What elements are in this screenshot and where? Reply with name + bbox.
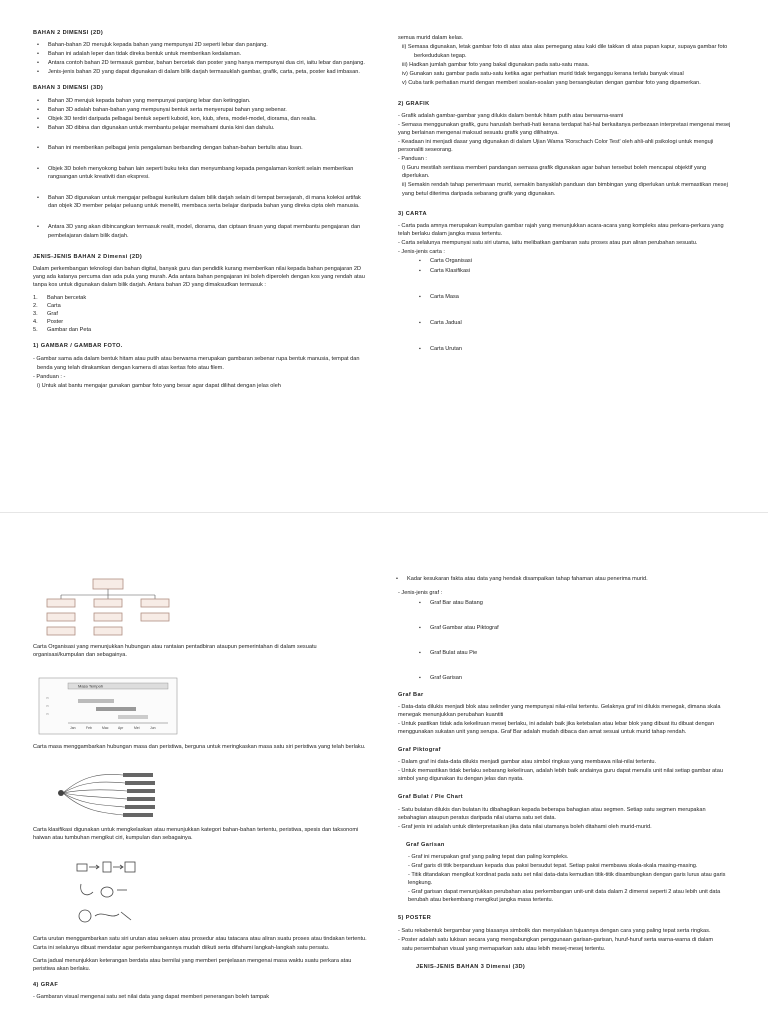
list-item bbox=[33, 326, 368, 334]
page2-left-column bbox=[33, 575, 368, 1002]
heading-graf-bar: Graf Bar bbox=[398, 691, 424, 698]
list-bahan-3d-a bbox=[33, 97, 368, 132]
heading-jenis-3d: JENIS-JENIS BAHAN 3 Dimensi (3D) bbox=[416, 963, 526, 970]
document-page-1 bbox=[0, 0, 768, 512]
text-line: - Panduan : - bbox=[33, 373, 66, 380]
list-item: • Bahan 3D digunakan untuk mengajar pelbagai kurikulum dalam bilik darjah selain di tempat bersejarah, di mana koleksi artifak dan objek 3D member pelajar peluang untuk meneliti, membaca serta belajar daripada bahan yang direka cipta oleh manusia. bbox=[48, 194, 368, 210]
text-line: - Untuk pastikan tidak ada kekeliruan mesej berlaku, ini adalah baik jika ketebalan atau lebar blok yang dibuat itu dibuat dengan menggunakan sukatan unit yang serupa. Graf Bar adalah mudah dibaca dan amat sesuai untuk murid tahap rendah. bbox=[398, 720, 714, 735]
list-text: Bahan bercetak bbox=[47, 294, 87, 301]
text-line: - Data-data dilukis menjadi blok atau selinder yang mempunyai nilai-nilai tertentu. Gelaknya graf ini dilukis menegak, dimana skala menegak menunjukkan perubahan kuantiti bbox=[398, 703, 721, 718]
text-line: v) Cuba tarik perhatian murid dengan memberi soalan-soalan yang bersangkutan dengan gambar foto yang dipamerkan. bbox=[402, 80, 701, 87]
text-line: i) Untuk alat bantu mengajar gunakan gambar foto yang besar agar dapat dilihat dengan jelas oleh bbox=[37, 382, 281, 389]
svg-text:▭: ▭ bbox=[46, 696, 49, 701]
text-line: satu persembahan visual yang memaparkan satu atau lebih mesej-mesej tertentu. bbox=[402, 945, 606, 952]
text-line: - Titik ditandakan mengikut kordinat pada satu set nilai data-data kemudian titik-titik disambungkan dengan garis lurus atau garis lengkung. bbox=[408, 872, 726, 887]
list-item: ▪ Graf Bulat atau Pie bbox=[430, 649, 733, 657]
list-item: ▪ Carta Organisasi bbox=[430, 257, 733, 265]
numbered-list-2d bbox=[33, 294, 368, 334]
text-line: - Graf garisan dapat menunjukkan perubahan atau perkembangan unit-unit data dalam 2 dimensi seperti 2 atau lebih unit data berubah atau berkembang mengikut jangka masa tertentu. bbox=[408, 889, 721, 904]
heading-carta: 3) CARTA bbox=[398, 210, 427, 217]
list-item: ▪ Carta Jadual bbox=[430, 319, 733, 327]
caption-carta-organisasi: Carta Organisasi yang menunjukkan hubungan atau rantaian pentadbiran ataupun pemerintahan di dalam sesuatu organisasi/kumpulan dan sebagainya. bbox=[33, 644, 317, 659]
heading-graf-garisan: Graf Garisan bbox=[406, 841, 445, 848]
heading-graf-bulat: Graf Bulat / Pie Chart bbox=[398, 794, 464, 801]
list-number: 3. bbox=[33, 311, 38, 318]
text-line: - Dalam graf ini data-data dilukis menjadi gambar atau simbol ringkas yang membawa nilai-nilai tertentu. bbox=[398, 759, 657, 766]
page1-right-column bbox=[398, 34, 733, 360]
list-item bbox=[33, 318, 368, 326]
text-line: benda yang telah dirakamkan dengan kamera di atas kertas foto atau filem. bbox=[37, 364, 224, 371]
list-jenis-carta bbox=[398, 257, 733, 353]
text-line: - Graf ini merupakan graf yang paling tepat dan paling kompleks. bbox=[408, 853, 569, 860]
list-text: Graf bbox=[47, 311, 58, 318]
list-item: ▪ Carta Urutan bbox=[430, 345, 733, 353]
caption-carta-jadual: Carta jadual menunjukkan keterangan berdata atau bernilai yang memberi penjelasan mengenai masa waktu suatu perkara atau peristiwa akan berlaku. bbox=[33, 957, 352, 972]
list-item: ▪ Carta Klasifikasi bbox=[430, 267, 733, 275]
timeline-tick: Apr bbox=[118, 726, 124, 731]
caption-carta-klasifikasi: Carta klasifikasi digunakan untuk mengkelaskan atau menunjukkan kategori bahan-bahan tertentu, peristiwa, spesis dan taksonomi haiwan atau tumbuhan mengikut ciri, kumpulan dan sebagainya. bbox=[33, 827, 359, 842]
list-item: • Bahan ini adalah leper dan tidak direka bentuk untuk memberikan kedalaman. bbox=[48, 50, 368, 58]
list-bahan-2d bbox=[33, 41, 368, 76]
text-line: ii) Semakin rendah tahap penerimaan murid, semakin banyaklah panduan dan bimbingan yang diperlukan untuk memastikan mesej yang betul diterima daripada sebarang grafik yang digunakan. bbox=[402, 182, 728, 197]
text-line: - Satu rekabentuk bergambar yang biasanya simbolik dan menyalakan tujuannya dengan cara yang paling tepat serta ringkas. bbox=[398, 927, 711, 934]
timeline-chart-image bbox=[33, 677, 183, 737]
organization-chart-image bbox=[33, 577, 183, 637]
text-line: - Jenis-jenis graf : bbox=[398, 590, 443, 597]
heading-bahan-2d: BAHAN 2 DIMENSI (2D) bbox=[33, 30, 104, 36]
text-line: - Semasa menggunakan grafik, guru haruslah berhati-hati kerana terdapat hal-hal berkaitanya perbezaan interpretasi mengenai mesej yang berlainan mengenai maksud sesuatu grafik yang dilihatnya. bbox=[398, 121, 731, 136]
timeline-tick: Mei bbox=[134, 726, 140, 731]
list-item bbox=[33, 294, 368, 302]
text-line: - Gambar sama ada dalam bentuk hitam atau putih atau berwarna merupakan gambaran sebenar rupa bentuk manusia, tempat dan bbox=[33, 355, 360, 362]
heading-jenis-2d: JENIS-JENIS BAHAN 2 Dimensi (2D) bbox=[33, 253, 143, 260]
text-line: berkedudukan tegap. bbox=[414, 53, 467, 60]
document-page-2 bbox=[0, 512, 768, 1025]
text-line: - Poster adalah satu lukisan secara yang mengabungkan penggunaan garisan-garisan, huruf-huruf serta warna-warna di dalam bbox=[398, 936, 713, 943]
timeline-bar-label: Masa Tempoh bbox=[78, 683, 104, 689]
text-line: - Untuk memastikan tidak berlaku sebarang kekeliruan, adalah lebih baik andainya guru dapat menulis unit nilai setiap gambar atau simbol yang digunakan itu dengan jelas dan nyata. bbox=[398, 768, 723, 783]
text-line: - Grafik adalah gambar-gambar yang dilukis dalam bentuk hitam putih atau berwarna-warni bbox=[398, 112, 624, 119]
list-item: • Kadar kesukaran fakta atau data yang hendak disampaikan tahap fahaman atau penerima murid. bbox=[407, 575, 733, 583]
list-item: ▪ Graf Bar atau Batang bbox=[430, 599, 733, 607]
text-line: - Panduan : bbox=[398, 156, 427, 163]
heading-gambar: 1) GAMBAR / GAMBAR FOTO. bbox=[33, 343, 123, 350]
caption-carta-urutan: Carta urutan menggambarkan satu siri urutan atau sekuen atau prosedur atau tatacara atau aliran suatu proses atau tindakan tertentu. Carta ini selalunya dibuat mendatar agar perkembangannya mudah diikuti serta difahami langkah-langkah satu persatu. bbox=[33, 936, 367, 951]
list-item: • Bahan-bahan 2D merujuk kepada bahan yang mempunyai 2D seperti lebar dan panjang. bbox=[48, 41, 368, 49]
list-item: • Bahan 3D merujuk kepada bahan yang mempunyai panjang lebar dan ketinggian. bbox=[48, 97, 368, 105]
list-item: • Jenis-jenis bahan 2D yang dapat digunakan di dalam bilik darjah termasuklah gambar, grafik, carta, peta, poster kad imbasan. bbox=[48, 68, 368, 76]
text-line: iii) Hadkan jumlah gambar foto yang bakal digunakan pada satu-satu masa. bbox=[402, 62, 590, 69]
heading-grafik: 2) GRAFIK bbox=[398, 100, 430, 107]
list-item: ▪ Graf Gambar atau Piktograf bbox=[430, 624, 733, 632]
heading-bahan-3d: BAHAN 3 DIMENSI (3D) bbox=[33, 85, 104, 92]
text-line: - Keadaan ini menjadi dasar yang digunakan di dalam Ujian Warna 'Rorschach Color Test' oleh ahli-ahli psikologi untuk menguji personaliti seseorang. bbox=[398, 138, 714, 154]
svg-text:▭: ▭ bbox=[46, 712, 49, 717]
list-item bbox=[33, 310, 368, 318]
list-item: • Antara 3D yang akan dibincangkan termasuk realit, model, diorama, dan ciptaan tiruan yang dapat membantu pengajaran dan pembelajaran dalam bilik darjah. bbox=[48, 223, 368, 239]
page2-right-column bbox=[398, 575, 733, 975]
list-text: Poster bbox=[47, 319, 64, 326]
sequence-chart-image bbox=[33, 854, 183, 929]
timeline-tick: Mac bbox=[102, 726, 109, 731]
timeline-tick: Feb bbox=[86, 726, 92, 731]
heading-graf: 4) GRAF bbox=[33, 981, 59, 988]
list-item: • Objek 3D boleh menyokong bahan lain seperti buku teks dan menyumbang kepada pengalaman konkrit selain memberikan rangsangan untuk kreativiti dan ekspresi. bbox=[48, 165, 368, 181]
classification-chart-image bbox=[33, 765, 183, 820]
text-line: i) Guru mestilah sentiasa memberi pandangan semasa grafik digunakan agar bahan tersebut boleh mencapai objektif yang diperlukan. bbox=[402, 165, 707, 180]
heading-graf-piktograf: Graf Piktograf bbox=[398, 747, 441, 754]
graf-bullet bbox=[398, 575, 733, 583]
list-item: ▪ Carta Masa bbox=[430, 293, 733, 301]
page1-left-column bbox=[33, 29, 368, 391]
intro-paragraph: Dalam perkembangan teknologi dan bahan digital, banyak guru dan pendidik kurang memberikan nilai kepada bahan pengajaran 2D yang ada katanya percuma dan ada pula yang murah. Ada antara bahan pengajaran ini boleh diperoleh dengan kos yang rendah atau tanpa kos untuk digunakan dalam bilik darjah. Antara bahan 2D yang dimaksudkan termasuk : bbox=[33, 265, 365, 288]
list-number: 2. bbox=[33, 303, 38, 310]
list-item: ▪ Graf Garisan bbox=[430, 674, 733, 682]
timeline-tick: Jan bbox=[70, 726, 76, 731]
list-item: • Objek 3D terdiri daripada pelbagai bentuk seperti kuboid, kon, kiub, sfera, model-model, diorama, dan realia. bbox=[48, 115, 368, 123]
text-line: - Satu bulatan dilukis dan bulatan itu dibahagikan kepada beberapa bahagian atau segmen. Setiap satu segmen merupakan sebahagian ataupun peratus daripada nilai utama satu set data. bbox=[398, 806, 706, 821]
list-bahan-3d-b bbox=[33, 144, 368, 240]
text-line: ii) Semasa digunakan, letak gambar foto di atas atas alas pemegang atau kaki dile takkan di atas papan kapur, supaya gambar foto bbox=[402, 44, 728, 51]
list-jenis-graf bbox=[398, 599, 733, 682]
caption-carta-masa: Carta masa menggambarkan hubungan masa dan peristiwa, berguna untuk meringkaskan masa satu siri peristiwa yang telah berlaku. bbox=[33, 744, 366, 751]
list-number: 5. bbox=[33, 327, 38, 334]
text-line: - Carta pada amnya merupakan kumpulan gambar rajah yang menunjukkan acara-acara yang kompleks atau perkara-perkara yang telah berlaku dalam jangka masa tertentu. bbox=[398, 222, 724, 237]
list-item: • Antara contoh bahan 2D termasuk gambar, bahan bercetak dan poster yang hanya mempunyai dua ciri, iaitu lebar dan panjang. bbox=[48, 59, 368, 67]
heading-poster: 5) POSTER bbox=[398, 915, 432, 922]
text-line: - Jenis-jenis carta : bbox=[398, 248, 445, 255]
text-line: iv) Gunakan satu gambar pada satu-satu ketika agar perhatian murid tidak terganggu kerana terlalu banyak visual bbox=[402, 71, 684, 78]
text-line: semua murid dalam kelas. bbox=[398, 35, 464, 41]
text-line: - Graf jenis ini adalah untuk diinterpretasikan jika data nilai utamanya boleh ditahami oleh murid-murid. bbox=[398, 823, 652, 830]
list-text: Carta bbox=[47, 303, 61, 310]
svg-text:▭: ▭ bbox=[46, 704, 49, 709]
list-text: Gambar dan Peta bbox=[47, 327, 92, 334]
list-item: • Bahan 3D adalah bahan-bahan yang mempunyai bentuk serta menyerupai bahan yang sebenar. bbox=[48, 106, 368, 114]
text-line: - Graf garis di titik berpanduan kepada dua paksi bersudut tepat. Setiap paksi membawa skala-skala masing-masing. bbox=[408, 862, 698, 869]
list-item bbox=[33, 302, 368, 310]
list-item: • Bahan 3D dibina dan digunakan untuk membantu pelajar memahami dunia kini dan dahulu. bbox=[48, 124, 368, 132]
text-line: - Carta selalunya mempunyai satu siri utama, iaitu melibatkan gambaran satu proses atau pun aliran perubahan sesuatu. bbox=[398, 239, 698, 246]
list-number: 4. bbox=[33, 319, 38, 326]
list-number: 1. bbox=[33, 294, 38, 301]
list-item: • Bahan ini memberikan pelbagai jenis pengalaman berbanding dengan bahan-bahan bertulis atau lisan. bbox=[48, 144, 368, 152]
timeline-tick: Jun bbox=[150, 726, 156, 731]
text-line: - Gambaran visual mengenai satu set nilai data yang dapat memberi penerangan boleh tampak bbox=[33, 993, 270, 1000]
